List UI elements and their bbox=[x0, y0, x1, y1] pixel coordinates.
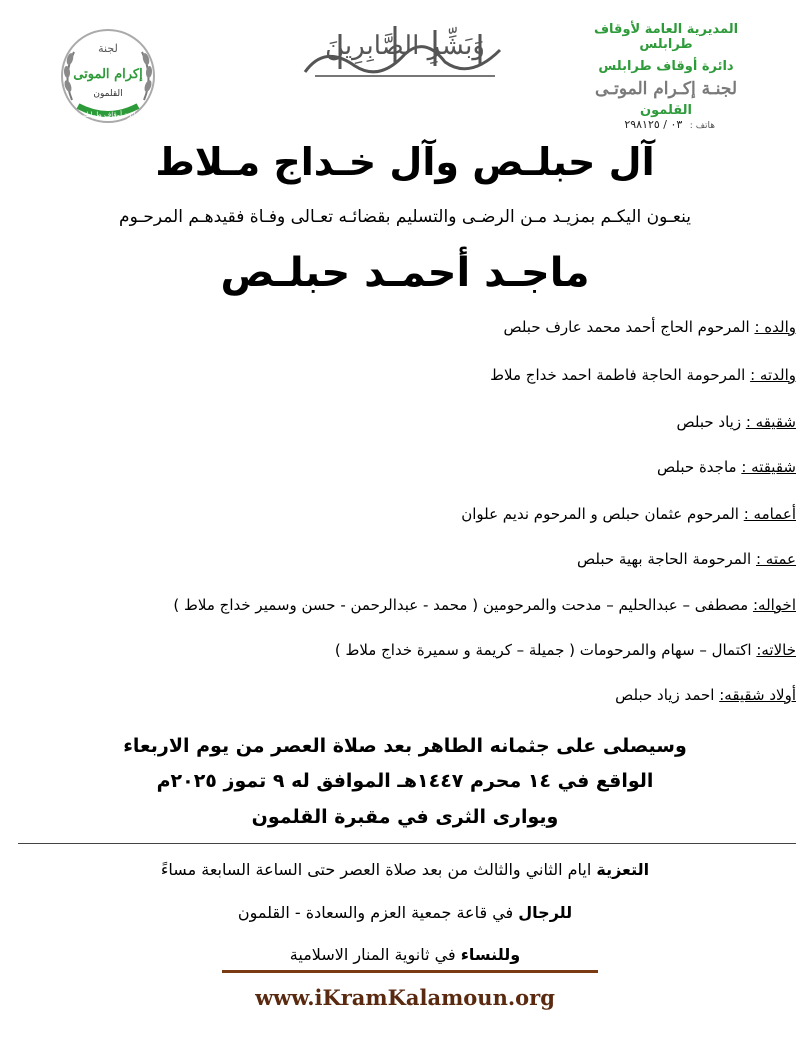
condolence-women bbox=[0, 945, 810, 964]
org-directorate: المديرية العامة لأوقاف طرابلس bbox=[593, 22, 739, 52]
relative-label: والده : bbox=[754, 318, 796, 336]
relative-label: شقيقته : bbox=[741, 458, 796, 476]
relative-value: المرحومة الحاجة فاطمة احمد خداج ملاط bbox=[490, 366, 751, 384]
phone-info bbox=[624, 118, 715, 131]
relative-row-nephews bbox=[615, 686, 796, 704]
relative-row-maternal-uncles bbox=[173, 596, 796, 614]
relative-row-brother bbox=[677, 413, 797, 431]
announcement-intro: ينعـون اليكـم بمزيـد مـن الرضـى والتسليم بقضائـه تعـالى وفـاة فقيدهـم المرحـوم bbox=[119, 207, 691, 227]
organization-header bbox=[566, 22, 766, 118]
relative-value: مصطفى – عبدالحليم – مدحت والمرحومين ( محمد - عبدالرحمن - حسن وسمير خداج ملاط ) bbox=[173, 596, 753, 614]
relative-label: اخواله: bbox=[752, 596, 796, 614]
org-department: دائرة أوقاف طرابلس bbox=[598, 59, 734, 74]
relative-label: أولاد شقيقه: bbox=[719, 686, 796, 704]
relative-row-paternal-uncles bbox=[461, 505, 796, 523]
phone-number: ٠٣ / ٢٩٨١٢٥ bbox=[624, 118, 683, 131]
logo-text-bottom: القلمون bbox=[93, 89, 123, 99]
burial-place-line: ويوارى الثرى في مقبرة القلمون bbox=[251, 806, 559, 828]
condolence-label: وللنساء bbox=[460, 945, 521, 964]
relative-row-maternal-aunts bbox=[335, 641, 796, 659]
relative-value: المرحومة الحاجة بهية حبلص bbox=[577, 550, 756, 568]
condolence-label: التعزية bbox=[596, 860, 650, 879]
relative-value: احمد زياد حبلص bbox=[615, 686, 720, 704]
condolence-times bbox=[0, 860, 810, 879]
logo-text-main: إكرام الموتى bbox=[73, 67, 143, 82]
relative-label: عمته : bbox=[755, 550, 796, 568]
condolence-value: في قاعة جمعية العزم والسعادة - القلمون bbox=[237, 903, 519, 922]
relative-value: المرحوم عثمان حبلص و المرحوم نديم علوان bbox=[461, 505, 744, 523]
section-divider bbox=[18, 843, 796, 844]
relative-label: شقيقه : bbox=[745, 413, 796, 431]
logo-text-top: لجنة bbox=[98, 42, 118, 55]
calligraphy-verse bbox=[285, 14, 525, 94]
org-committee: لجنـة إكـرام الموتـى bbox=[594, 79, 738, 99]
relative-row-mother bbox=[490, 366, 796, 384]
relative-value: المرحوم الحاج أحمد محمد عارف حبلص bbox=[503, 318, 755, 336]
condolence-value: ايام الثاني والثالث من بعد صلاة العصر حتى الساعة السابعة مساءً bbox=[160, 860, 597, 879]
relative-value: زياد حبلص bbox=[676, 413, 746, 431]
footer-rule bbox=[222, 970, 598, 973]
relative-row-paternal-aunt bbox=[577, 550, 796, 568]
relative-label: أعمامه : bbox=[743, 505, 796, 523]
logo-ring-text: دائرة أوقاف طرابلس bbox=[77, 111, 139, 119]
committee-logo bbox=[56, 24, 160, 128]
funeral-prayer-line: وسيصلى على جثمانه الطاهر بعد صلاة العصر من يوم الاربعاء bbox=[123, 735, 687, 757]
relative-value: اكتمال – سهام والمرحومات ( جميلة – كريمة و سميرة خداج ملاط ) bbox=[334, 641, 757, 659]
funeral-date-line: الواقع في ١٤ محرم ١٤٤٧هـ الموافق له ٩ تموز ٢٠٢٥م bbox=[156, 770, 654, 792]
condolence-label: للرجال bbox=[518, 903, 573, 922]
phone-label: هاتف : bbox=[689, 121, 715, 131]
org-town: القلمون bbox=[640, 103, 692, 118]
relative-row-father bbox=[503, 318, 796, 336]
relative-label: خالاته: bbox=[756, 641, 796, 659]
condolence-men bbox=[0, 903, 810, 922]
website-link[interactable]: www.iKramKalamoun.org bbox=[255, 985, 555, 1010]
deceased-name: ماجـد أحمـد حبلـص bbox=[220, 250, 590, 296]
condolence-value: في ثانوية المنار الاسلامية bbox=[289, 945, 461, 964]
relative-value: ماجدة حبلص bbox=[657, 458, 742, 476]
relative-label: والدته : bbox=[750, 366, 796, 384]
calligraphy-text: وَبَشِّرِ الصَّابِرِينَ bbox=[325, 31, 485, 61]
relative-row-sister bbox=[657, 458, 796, 476]
family-title: آل حبلـص وآل خـداج مـلاط bbox=[155, 140, 655, 184]
